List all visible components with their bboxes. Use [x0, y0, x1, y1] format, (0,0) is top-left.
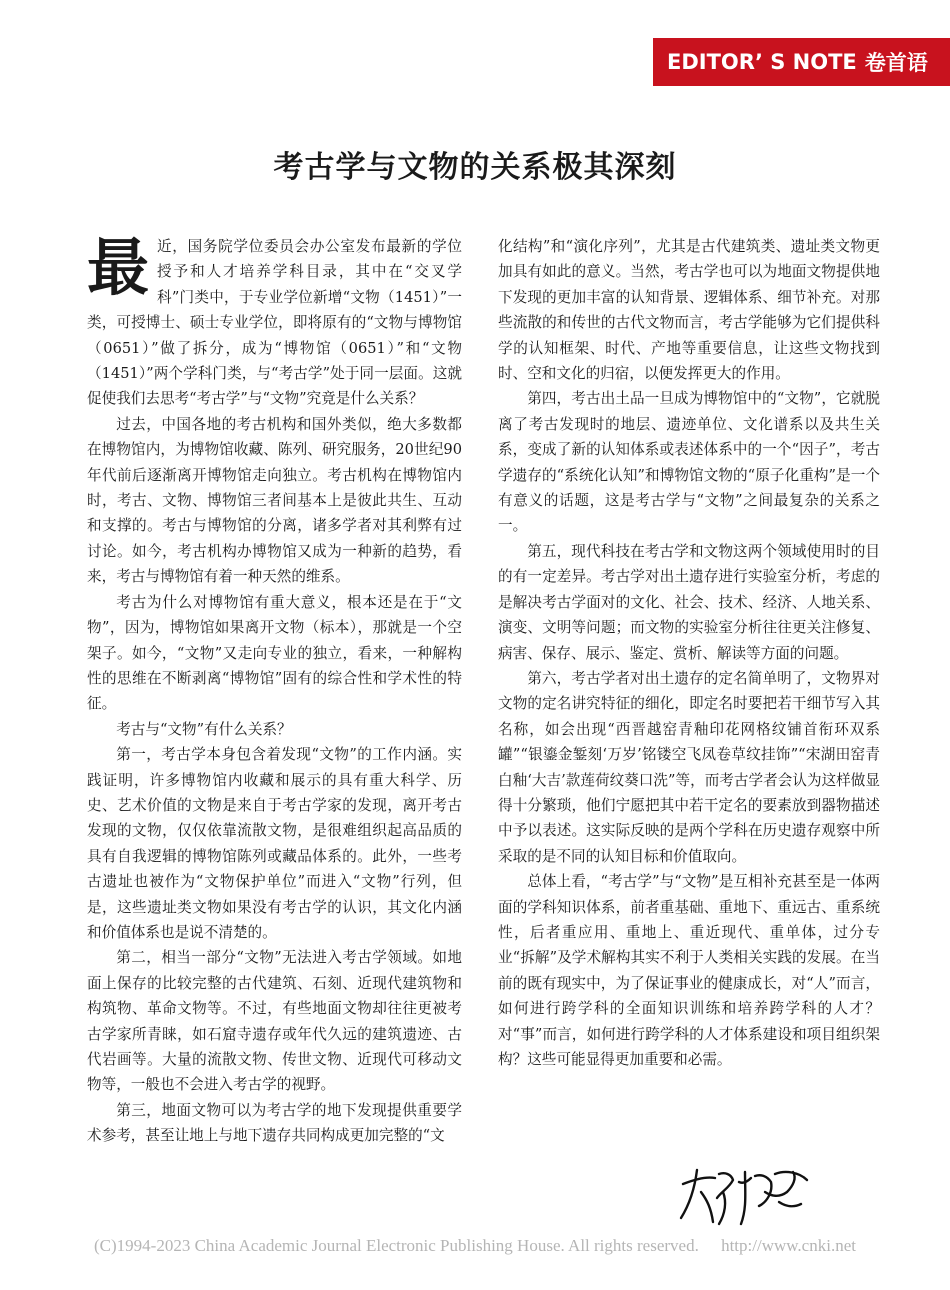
paragraph: 化结构”和“演化序列”，尤其是古代建筑类、遗址类文物更加具有如此的意义。当然，考古学也可以为地面文物提供地下发现的更加丰富的认知背景、逻辑体系、细节补充。对那些流散的和传世的古代文物而言，考古学能够为它们提供科学的认知框架、时代、产地等重要信息，让这些文物找到时、空和文化的归宿，以便发挥更大的作用。	[498, 238, 880, 383]
paragraph: 考古与“文物”有什么关系？	[116, 720, 292, 738]
section-banner	[653, 38, 950, 86]
paragraph: 第四，考古出土品一旦成为博物馆中的“文物”，它就脱离了考古发现时的地层、遗迹单位、文化谱系以及共生关系，变成了新的认知体系或表述体系中的一个“因子”，考古学遗存的“系统化认知”和博物馆文物的“原子化重构”是一个有意义的话题，这是考古学与“文物”之间最复杂的关系之一。	[498, 390, 880, 535]
paragraph: 第五，现代科技在考古学和文物这两个领域使用时的目的有一定差异。考古学对出土遗存进行实验室分析，考虑的是解决考古学面对的文化、社会、技术、经济、人地关系、演变、文明等问题；而文物的实验室分析往往更关注修复、病害、保存、展示、鉴定、赏析、解读等方面的问题。	[498, 542, 880, 662]
paragraph: 第二，相当一部分“文物”无法进入考古学领域。如地面上保存的比较完整的古代建筑、石刻、近现代建筑物和构筑物、革命文物等。不过，有些地面文物却往往更被考古学家所青睐，如石窟寺遗存或年代久远的建筑遗迹、古代岩画等。大量的流散文物、传世文物、近现代可移动文物等，一般也不会进入考古学的视野。	[87, 949, 462, 1094]
article-title: 考古学与文物的关系极其深刻	[273, 150, 677, 185]
copyright-text: (C)1994-2023 China Academic Journal Electronic Publishing House. All rights reserved.	[94, 1236, 699, 1255]
paragraph: 最近，国务院学位委员会办公室发布最新的学位授予和人才培养学科目录，其中在“交叉学科”门类中，于专业学位新增“文物（1451）”一类，可授博士、硕士专业学位，即将原有的“文物与博物馆（0651）”做了拆分，成为“博物馆（0651）”和“文物（1451）”两个学科门类，与“考古学”处于同一层面。这就促使我们去思考“考古学”与“文物”究竟是什么关系？	[87, 231, 462, 408]
section-label-en: EDITOR’ S NOTE	[667, 50, 857, 74]
paragraph: 第三，地面文物可以为考古学的地下发现提供重要学术参考，甚至让地上与地下遗存共同构成更加完整的“文	[87, 1101, 462, 1145]
paragraph: 考古为什么对博物馆有重大意义，根本还是在于“文物”，因为，博物馆如果离开文物（标本），那就是一个空架子。如今，“文物”又走向专业的独立，看来，一种解构性的思维在不断剥离“博物馆”固有的综合性和学术性的特征。	[87, 593, 462, 713]
copyright-footer	[0, 1236, 950, 1256]
section-label-zh: 卷首语	[864, 51, 928, 75]
paragraph: 第一，考古学本身包含着发现“文物”的工作内涵。实践证明，许多博物馆内收藏和展示的具有重大科学、历史、艺术价值的文物是来自于考古学家的发现，离开考古发现的文物，仅仅依靠流散文物，是很难组织起高品质的具有自我逻辑的博物馆陈列或藏品体系的。此外，一些考古遗址也被作为“文物保护单位”而进入“文物”行列，但是，这些遗址类文物如果没有考古学的认识，其文化内涵和价值体系也是说不清楚的。	[87, 746, 462, 941]
drop-cap: 最	[87, 231, 150, 304]
left-column	[87, 231, 462, 1149]
footer-url[interactable]: http://www.cnki.net	[721, 1236, 856, 1255]
paragraph: 过去，中国各地的考古机构和国外类似，绝大多数都在博物馆内，为博物馆收藏、陈列、研究服务，20世纪90年代前后逐渐离开博物馆走向独立。考古机构在博物馆内时，考古、文物、博物馆三者间基本上是彼此共生、互动和支撑的。考古与博物馆的分离，诸多学者对其利弊有过讨论。如今，考古机构办博物馆又成为一种新的趋势，看来，考古与博物馆有着一种天然的维系。	[87, 415, 462, 586]
paragraph: 总体上看，“考古学”与“文物”是互相补充甚至是一体两面的学科知识体系，前者重基础、重地下、重远古、重系统性，后者重应用、重地上、重近现代、重单体，过分专业“拆解”及学术解构其实不利于人类相关实践的发展。在当前的既有现实中，为了保证事业的健康成长，对“人”而言，如何进行跨学科的全面知识训练和培养跨学科的人才？对“事”而言，如何进行跨学科的人才体系建设和项目组织架构？这些可能显得更加重要和必需。	[498, 873, 880, 1068]
handwritten-signature-icon	[675, 1162, 815, 1230]
right-column	[498, 234, 880, 1072]
paragraph: 第六，考古学者对出土遗存的定名简单明了，文物界对文物的定名讲究特征的细化，即定名时要把若干细节写入其名称，如会出现“西晋越窑青釉印花网格纹铺首衔环双系罐”“银鎏金錾刻‘万岁’铭镂空飞凤卷草纹挂饰”“宋湖田窑青白釉‘大吉’款莲荷纹葵口洗”等，而考古学者会认为这样做显得十分繁琐，他们宁愿把其中若干定名的要素放到器物描述中予以表述。这实际反映的是两个学科在历史遗存观察中所采取的是不同的认知目标和价值取向。	[498, 669, 880, 865]
